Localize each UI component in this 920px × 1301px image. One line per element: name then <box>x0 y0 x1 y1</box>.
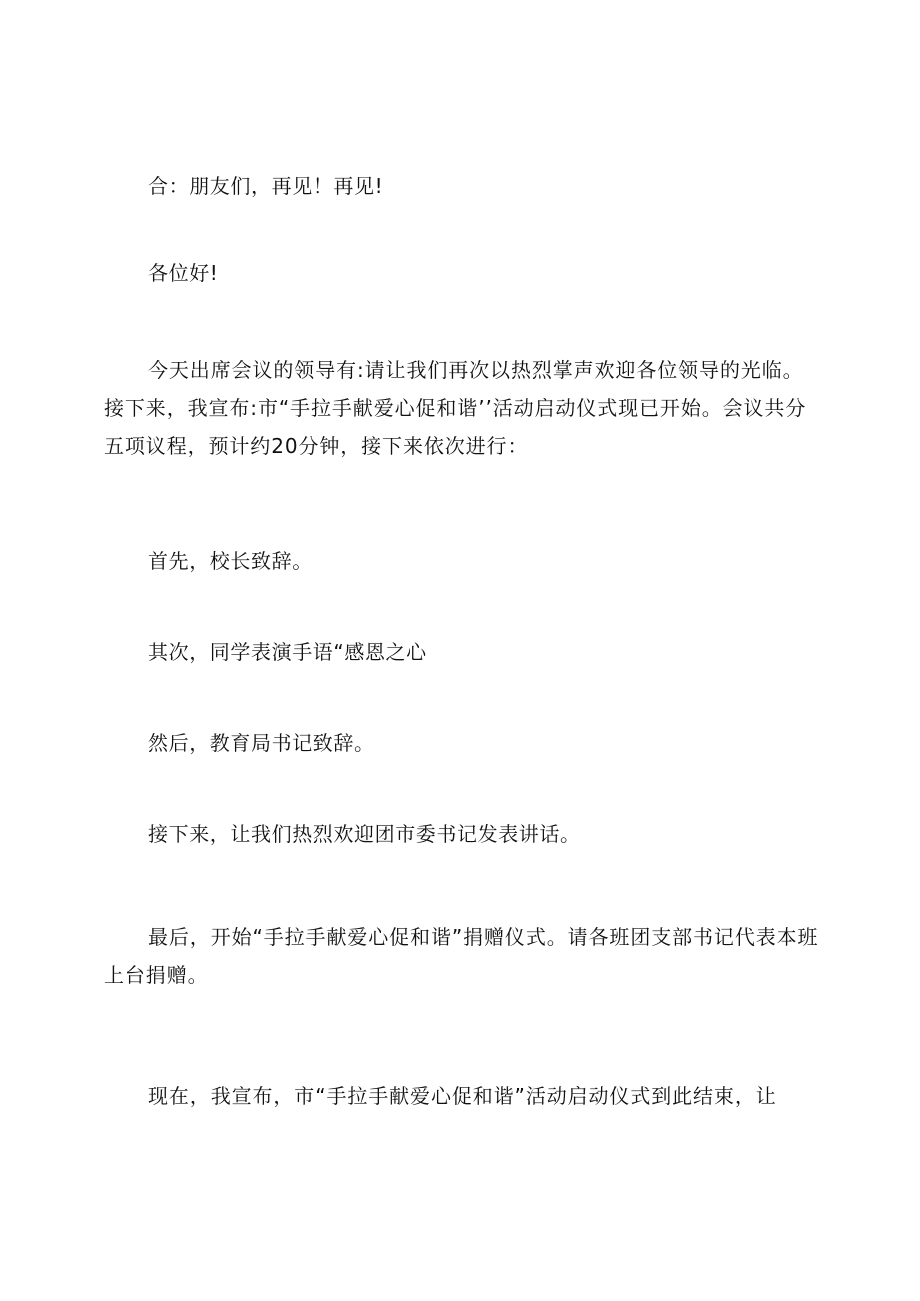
agenda-item-principal-speech: 首先，校长致辞。 <box>148 549 313 573</box>
closing-announcement-paragraph: 现在，我宣布，市“手拉手献爱心促和谐”活动启动仪式到此结束，让 <box>148 1084 777 1108</box>
closing-farewell-paragraph: 合：朋友们，再见！再见! <box>148 174 384 198</box>
greeting-paragraph: 各位好! <box>148 261 219 285</box>
agenda-item-education-bureau-speech: 然后，教育局书记致辞。 <box>148 731 375 755</box>
agenda-item-sign-language-performance: 其次，同学表演手语“感恩之心 <box>148 640 427 664</box>
opening-announcement-paragraph: 今天出席会议的领导有:请让我们再次以热烈掌声欢迎各位领导的光临。接下来，我宣布:市“手拉手献爱心促和谐’’活动启动仪式现已开始。会议共分五项议程，预计约20分钟，接下来依次进行： <box>104 358 807 458</box>
agenda-item-youth-league-speech: 接下来，让我们热烈欢迎团市委书记发表讲话。 <box>148 822 581 846</box>
agenda-item-donation-ceremony: 最后，开始“手拉手献爱心促和谐”捐赠仪式。请各班团支部书记代表本班上台捐赠。 <box>104 925 819 987</box>
